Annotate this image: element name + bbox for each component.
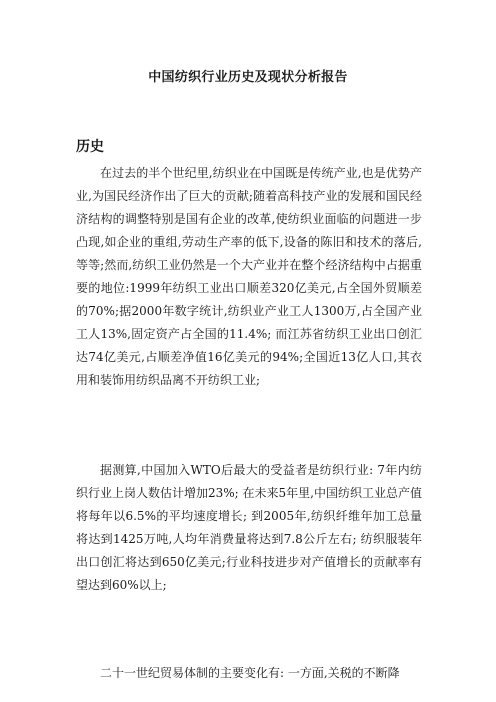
document-title: 中国纺织行业历史及现状分析报告 bbox=[148, 70, 348, 85]
paragraph: 据测算,中国加入WTO后最大的受益者是纺织行业: 7年内纺织行业上岗人数估计增加23%; 在未来5年里,中国纺织工业总产值将每年以6.5%的平均速度增长; 到2005年,纺织纤维年加工总量将达到1425万吨,人均年消费量将达到7.8公斤左右; 纺织服装年出口创汇将达到650亿美元;行业科技进步对产值增长的贡献率有望达到60%以上; bbox=[76, 463, 422, 592]
paragraph: 在过去的半个世纪里,纺织业在中国既是传统产业,也是优势产业,为国民经济作出了巨大的贡献;随着高科技产业的发展和国民经济结构的调整特别是国有企业的改革,使纺织业面临的问题进一步凸现,如企业的重组,劳动生产率的低下,设备的陈旧和技术的落后,等等;然而,纺织工业仍然是一个大产业并在整个经济结构中占据重要的地位:1999年纺织工业出口顺差320亿美元,占全国外贸顺差的70%;据2000年数字统计,纺织业产业工人1300万,占全国产业工人13%,固定资产占全国的11.4%; 而江苏省纺织工业出口创汇达74亿美元,占顺差净值16亿美元的94%;全国近13亿人口,其衣用和装饰用纺织品离不开纺织工业; bbox=[76, 166, 422, 387]
section-heading-history: 历史 bbox=[76, 139, 104, 155]
paragraph: 二十一世纪贸易体制的主要变化有: 一方面,关税的不断降 bbox=[100, 666, 400, 680]
